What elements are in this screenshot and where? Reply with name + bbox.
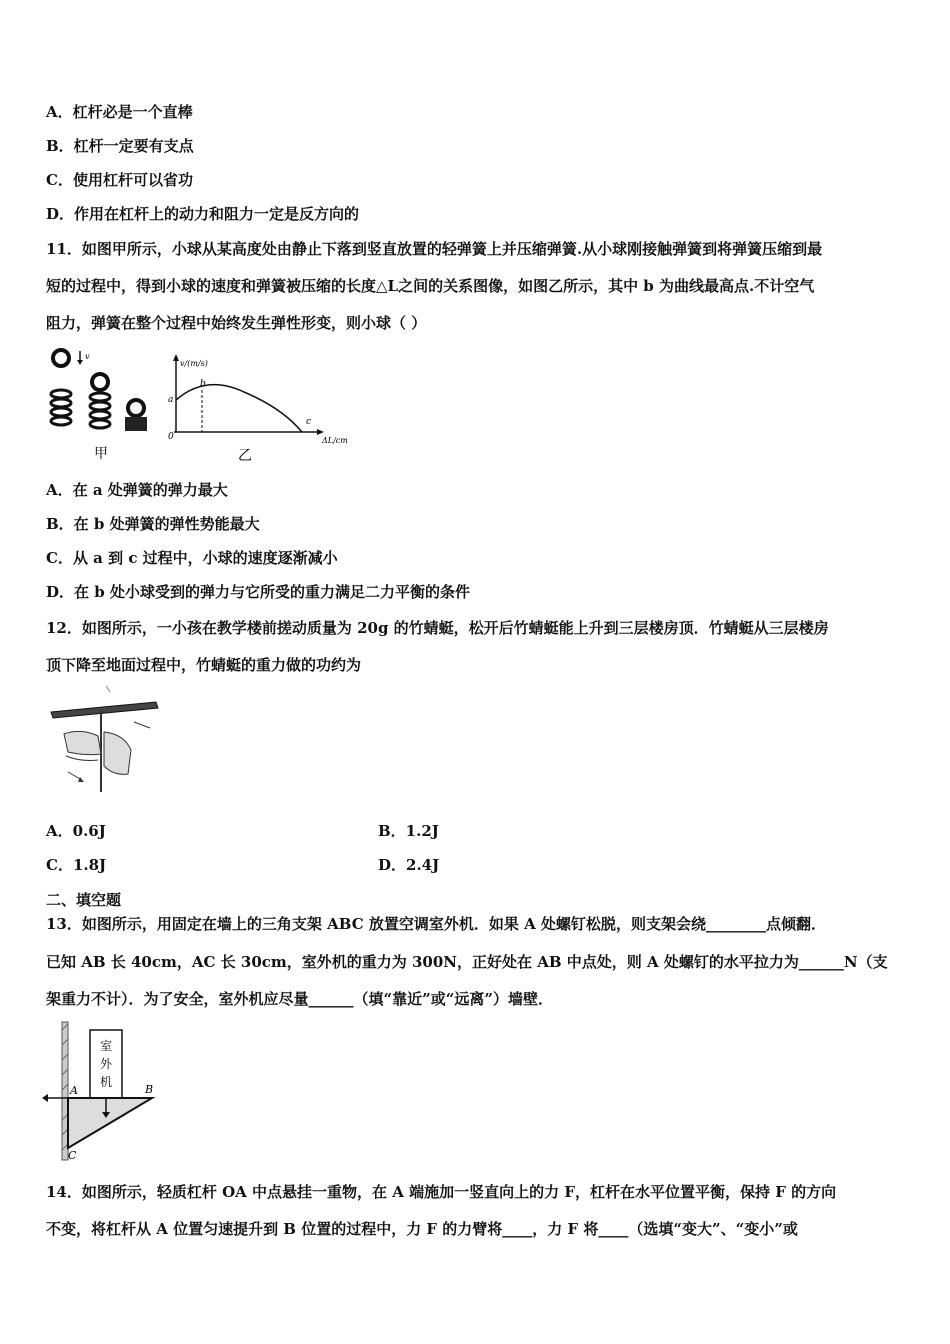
spring-1 — [51, 390, 71, 425]
q11-option-a: A．在 a 处弹簧的弹力最大 — [46, 481, 228, 499]
q12-option-b: B．1.2J — [378, 822, 439, 840]
label-b: B — [145, 1083, 154, 1096]
q13-stem-line3: 架重力不计）．为了安全，室外机应尽量______（填“靠近”或“远离”）墙壁． — [46, 990, 554, 1008]
label-c: C — [68, 1149, 77, 1162]
q10-option-c: C．使用杠杆可以省功 — [46, 171, 193, 189]
q10-option-d: D．作用在杠杆上的动力和阻力一定是反方向的 — [46, 205, 360, 223]
q11-stem-line1: 11．如图甲所示，小球从某高度处由静止下落到竖直放置的轻弹簧上并压缩弹簧.从小球刚接触弹簧到将弹簧压缩到最 — [46, 240, 823, 258]
triangle-bracket — [68, 1098, 152, 1148]
velocity-label: v — [85, 352, 90, 361]
falling-ball — [53, 350, 69, 366]
q12-option-a: A．0.6J — [46, 822, 106, 840]
point-c-label: c — [306, 417, 312, 427]
box-char-2: 外 — [100, 1057, 113, 1071]
q11-option-d: D．在 b 处小球受到的弹力与它所受的重力满足二力平衡的条件 — [46, 583, 470, 601]
section-heading: 二、填空题 — [46, 891, 122, 909]
spring-2 — [90, 393, 110, 428]
spring-compressed — [125, 417, 147, 431]
q12-stem-line1: 12．如图所示，一小孩在教学楼前搓动质量为 20g 的竹蜻蜓，松开后竹蜻蜓能上升到三层楼房顶．竹蜻蜓从三层楼房 — [46, 619, 829, 637]
ball-compressed — [128, 400, 144, 416]
box-char-3: 机 — [100, 1075, 113, 1089]
origin-label: 0 — [168, 432, 174, 442]
propeller-blade — [51, 702, 158, 718]
label-yi: 乙 — [238, 448, 252, 464]
label-a: A — [70, 1084, 78, 1097]
q11-figure — [44, 342, 374, 467]
q10-option-b: B．杠杆一定要有支点 — [46, 137, 194, 155]
velocity-curve — [176, 385, 302, 432]
q14-stem-line2: 不变，将杠杆从 A 位置匀速提升到 B 位置的过程中，力 F 的力臂将____，力 F 将____（选填“变大”、“变小”或 — [46, 1220, 798, 1238]
q12-stem-line2: 顶下降至地面过程中，竹蜻蜓的重力做的功约为 — [46, 656, 362, 674]
q11-option-c: C．从 a 到 c 过程中，小球的速度逐渐减小 — [46, 549, 338, 567]
q11-option-b: B．在 b 处弹簧的弹性势能最大 — [46, 515, 260, 533]
q10-option-a: A．杠杆必是一个直棒 — [46, 103, 193, 121]
q11-stem-line3: 阻力，弹簧在整个过程中始终发生弹性形变，则小球（ ） — [46, 314, 427, 332]
q13-figure — [40, 1020, 165, 1162]
q13-stem-line1: 13．如图所示，用固定在墙上的三角支架 ABC 放置空调室外机．如果 A 处螺钉松脱，则支架会绕________点倾翻． — [46, 915, 826, 933]
y-axis-label: v/(m/s) — [180, 359, 208, 368]
point-a-label: a — [168, 395, 174, 405]
right-hand — [104, 732, 131, 774]
q12-figure — [46, 684, 161, 796]
q12-option-c: C．1.8J — [46, 856, 107, 874]
box-char-1: 室 — [100, 1039, 113, 1053]
point-b-label: b — [200, 379, 206, 389]
label-jia: 甲 — [94, 446, 108, 462]
x-axis-label: ΔL/cm — [322, 436, 348, 445]
left-hand — [64, 731, 101, 754]
q12-option-d: D．2.4J — [378, 856, 440, 874]
q13-stem-line2: 已知 AB 长 40cm，AC 长 30cm，室外机的重力为 300N，正好处在 AB 中点处，则 A 处螺钉的水平拉力为______N（支 — [46, 953, 888, 971]
q11-stem-line2: 短的过程中，得到小球的速度和弹簧被压缩的长度△L之间的关系图像，如图乙所示，其中 b 为曲线最高点.不计空气 — [46, 277, 815, 295]
q14-stem-line1: 14．如图所示，轻质杠杆 OA 中点悬挂一重物，在 A 端施加一竖直向上的力 F，杠杆在水平位置平衡，保持 F 的方向 — [46, 1183, 837, 1201]
ball-on-spring — [92, 374, 108, 390]
